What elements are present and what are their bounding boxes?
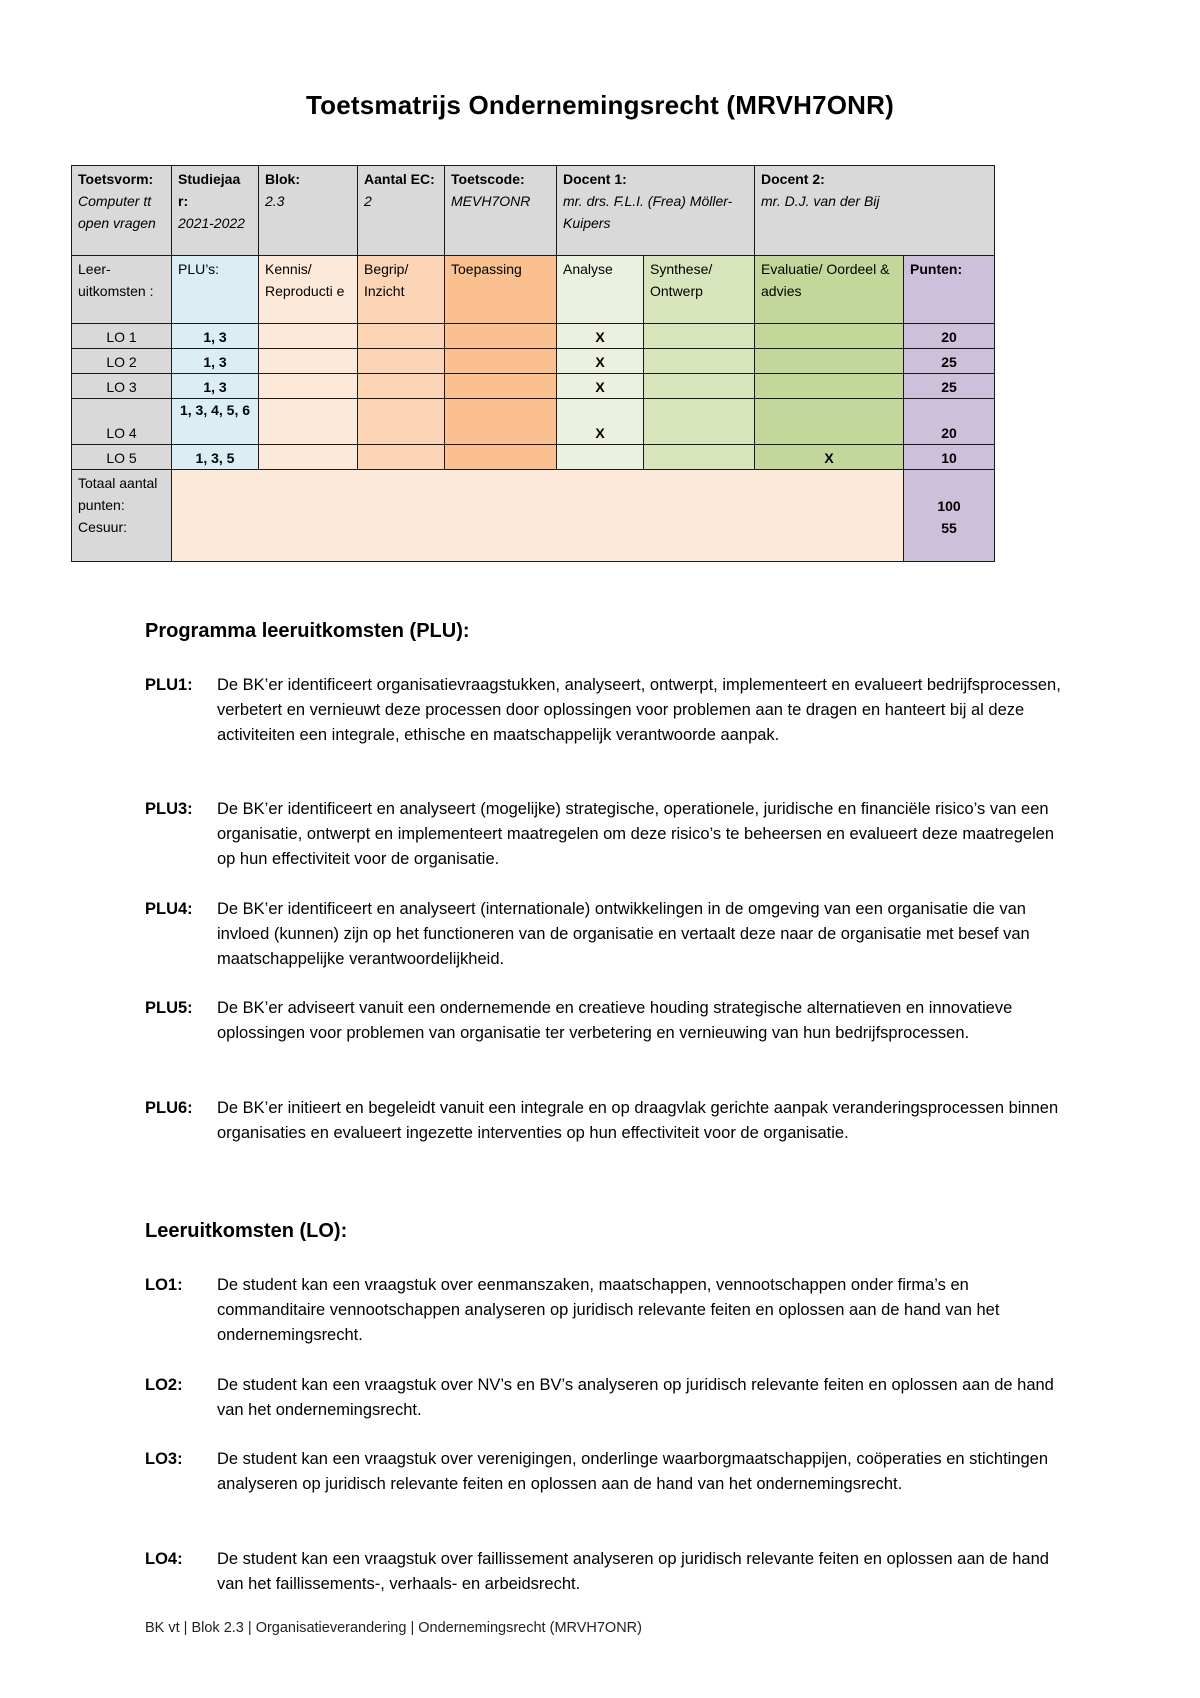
blok-cell: Blok: 2.3	[259, 166, 358, 256]
plu-text: De BK’er identificeert organisatievraagstukken, analyseert, ontwerpt, implementeert en evalueert bedrijfsprocessen, verbetert en vernieuwt deze processen door oplossingen voor problemen aan te dragen en hanteert bij al deze activiteiten een integrale, ethische en maatschappelijk verantwoorde aanpak.	[217, 676, 1061, 744]
evaluatie-mark	[755, 349, 904, 374]
table-row	[72, 399, 995, 445]
plu-text: De BK’er adviseert vanuit een ondernemende en creatieve houding strategische alternatieven en innovatieve oplossingen voor problemen van organisatie ter verbetering en vernieuwing van hun bedrijfsprocessen.	[217, 999, 1013, 1042]
analyse-mark: X	[557, 374, 644, 399]
table-row	[72, 349, 995, 374]
info-row	[72, 166, 995, 256]
col-header-synthese: Synthese/ Ontwerp	[644, 256, 755, 324]
punten-value: 20	[904, 324, 995, 349]
col-header-leeruitkomsten: Leer-uitkomsten :	[72, 256, 172, 324]
cesuur-value: 55	[941, 519, 957, 536]
evaluatie-mark	[755, 324, 904, 349]
lo-item	[145, 1447, 1070, 1497]
studiejaar-cell: Studiejaa r: 2021-2022	[172, 166, 259, 256]
totals-empty-area	[172, 470, 904, 562]
lo-text: De student kan een vraagstuk over faillissement analyseren op juridisch relevante feiten en oplossen aan de hand van het faillissements-, verhaals- en arbeidsrecht.	[217, 1550, 1049, 1593]
plu-item	[145, 996, 1070, 1046]
table-row	[72, 445, 995, 470]
lo-item	[145, 1547, 1070, 1597]
toetsvorm-cell: Toetsvorm: Computer tt open vragen	[72, 166, 172, 256]
test-matrix-table	[71, 165, 995, 562]
col-header-punten: Punten:	[904, 256, 995, 324]
plu-item	[145, 1096, 1070, 1146]
page-footer: BK vt | Blok 2.3 | Organisatieverandering | Ondernemingsrecht (MRVH7ONR)	[145, 1620, 642, 1636]
lo-label: LO 1	[72, 324, 172, 349]
lo-code: LO3:	[145, 1450, 183, 1468]
col-header-toepassing: Toepassing	[445, 256, 557, 324]
analyse-mark: X	[557, 349, 644, 374]
punten-value: 25	[904, 349, 995, 374]
lo-label: LO 5	[72, 445, 172, 470]
plu-text: De BK’er initieert en begeleidt vanuit een integrale en op draagvlak gerichte aanpak veranderingsprocessen binnen organisaties en evalueert ingezette interventies op hun effectiviteit voor de organisatie.	[217, 1099, 1059, 1142]
punten-value: 10	[904, 445, 995, 470]
plu-value: 1, 3	[172, 349, 259, 374]
lo-text: De student kan een vraagstuk over verenigingen, onderlinge waarborgmaatschappijen, coöperaties en stichtingen analyseren op juridisch relevante feiten en oplossen aan de hand van het ondernemingsrecht.	[217, 1450, 1049, 1493]
analyse-mark: X	[557, 324, 644, 349]
docent2-cell: Docent 2: mr. D.J. van der Bij	[755, 166, 995, 256]
lo-label: LO 2	[72, 349, 172, 374]
punten-value: 20	[904, 399, 995, 445]
lo-label: LO 3	[72, 374, 172, 399]
lo-text: De student kan een vraagstuk over eenmanszaken, maatschappen, vennootschappen onder firma’s en commanditaire vennootschappen analyseren op juridisch relevante feiten en oplossen aan de hand van het ondernemingsrecht.	[217, 1276, 1000, 1344]
page-title: Toetsmatrijs Ondernemingsrecht (MRVH7ONR)	[305, 90, 894, 120]
total-points: 100	[937, 497, 961, 514]
plu-value: 1, 3	[172, 374, 259, 399]
table-row	[72, 374, 995, 399]
plu-value: 1, 3	[172, 324, 259, 349]
totals-values	[904, 470, 995, 562]
table-row	[72, 324, 995, 349]
lo-item	[145, 1373, 1070, 1423]
col-header-evaluatie: Evaluatie/ Oordeel & advies	[755, 256, 904, 324]
plu-code: PLU4:	[145, 900, 193, 918]
header-row	[72, 256, 995, 324]
analyse-mark: X	[557, 399, 644, 445]
totals-row	[72, 470, 995, 562]
punten-value: 25	[904, 374, 995, 399]
plu-code: PLU3:	[145, 800, 193, 818]
plu-item	[145, 673, 1070, 748]
plu-code: PLU1:	[145, 676, 193, 694]
aantal-ec-cell: Aantal EC: 2	[358, 166, 445, 256]
analyse-mark	[557, 445, 644, 470]
lo-code: LO1:	[145, 1276, 183, 1294]
lo-label: LO 4	[72, 399, 172, 445]
plu-code: PLU6:	[145, 1099, 193, 1117]
evaluatie-mark	[755, 399, 904, 445]
col-header-begrip: Begrip/ Inzicht	[358, 256, 445, 324]
totals-label: Totaal aantal punten: Cesuur:	[72, 470, 172, 562]
evaluatie-mark	[755, 374, 904, 399]
col-header-kennis: Kennis/ Reproducti e	[259, 256, 358, 324]
plu-heading: Programma leeruitkomsten (PLU):	[145, 620, 470, 642]
col-header-plu: PLU’s:	[172, 256, 259, 324]
docent1-cell: Docent 1: mr. drs. F.L.I. (Frea) Möller-Kuipers	[557, 166, 755, 256]
lo-code: LO2:	[145, 1376, 183, 1394]
col-header-analyse: Analyse	[557, 256, 644, 324]
plu-item	[145, 897, 1070, 972]
lo-text: De student kan een vraagstuk over NV’s en BV’s analyseren op juridisch relevante feiten en oplossen aan de hand van het ondernemingsrecht.	[217, 1376, 1054, 1419]
plu-value: 1, 3, 4, 5, 6	[172, 399, 259, 445]
plu-code: PLU5:	[145, 999, 193, 1017]
evaluatie-mark: X	[755, 445, 904, 470]
lo-heading: Leeruitkomsten (LO):	[145, 1220, 348, 1242]
lo-item	[145, 1273, 1070, 1348]
plu-text: De BK’er identificeert en analyseert (mogelijke) strategische, operationele, juridische en financiële risico’s van een organisatie, ontwerpt en implementeert maatregelen om deze risico’s te beheersen en evalueert deze maatregelen op hun effectiviteit voor de organisatie.	[217, 800, 1055, 868]
plu-text: De BK’er identificeert en analyseert (internationale) ontwikkelingen in de omgeving van een organisatie die van invloed (kunnen) zijn op het functioneren van de organisatie en vertaalt deze naar de organisatie met besef van maatschappelijke verantwoordelijkheid.	[217, 900, 1030, 968]
lo-code: LO4:	[145, 1550, 183, 1568]
toetscode-cell: Toetscode: MEVH7ONR	[445, 166, 557, 256]
plu-value: 1, 3, 5	[172, 445, 259, 470]
plu-item	[145, 797, 1070, 872]
